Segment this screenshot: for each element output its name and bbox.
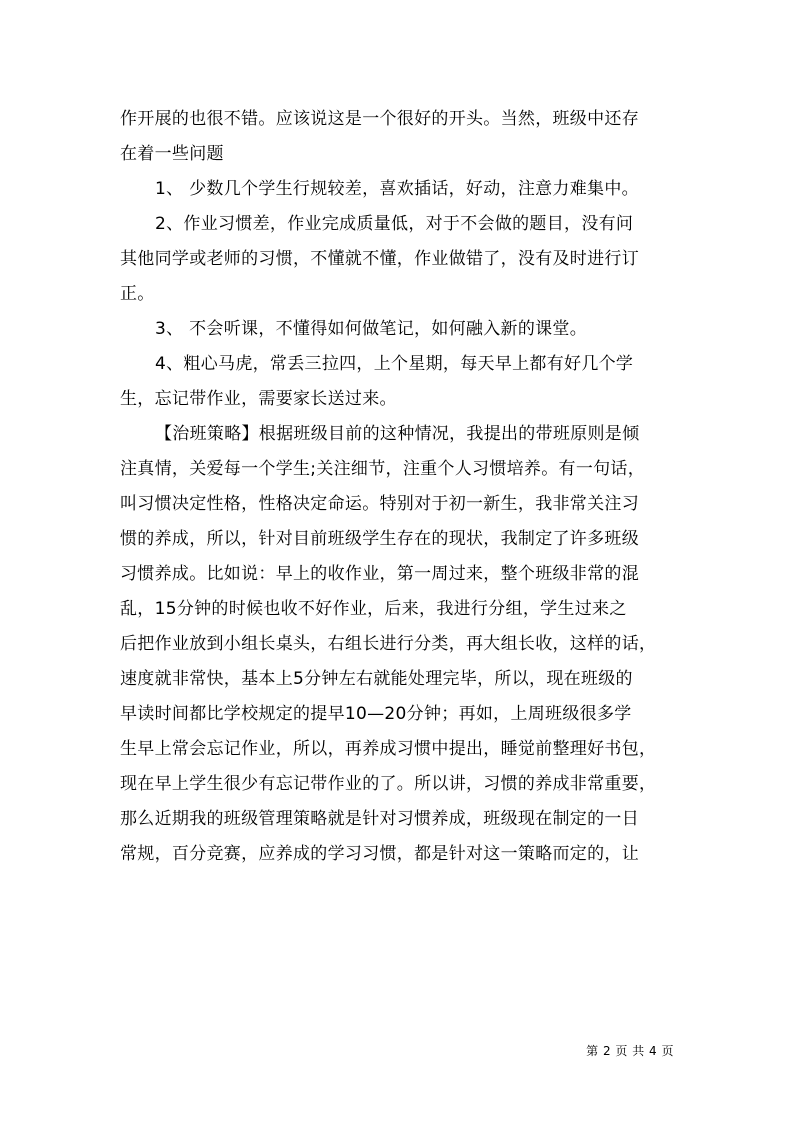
paragraph-line: 速度就非常快，基本上5分钟左右就能处理完毕，所以，现在班级的 [120,669,633,689]
paragraph-line: 生，忘记带作业，需要家长送过来。 [120,389,397,409]
paragraph-line: 2、作业习惯差，作业完成质量低，对于不会做的题目，没有问 [155,214,634,234]
paragraph-line: 1、 少数几个学生行规较差，喜欢插话，好动，注意力难集中。 [155,179,639,199]
paragraph-line: 作开展的也很不错。应该说这是一个很好的开头。当然，班级中还存 [120,109,639,129]
paragraph-line: 乱，15分钟的时候也收不好作业，后来，我进行分组，学生过来之 [120,599,627,619]
paragraph-line: 后把作业放到小组长桌头，右组长进行分类，再大组长收，这样的话， [120,634,657,654]
paragraph-line: 现在早上学生很少有忘记带作业的了。所以讲，习惯的养成非常重要， [120,774,657,794]
paragraph-line: 那么近期我的班级管理策略就是针对习惯养成，班级现在制定的一日 [120,809,639,829]
paragraph-line: 4、粗心马虎，常丢三拉四，上个星期，每天早上都有好几个学 [155,354,634,374]
paragraph-line: 习惯养成。比如说：早上的收作业，第一周过来，整个班级非常的混 [120,564,639,584]
document-body [120,102,678,872]
paragraph-line: 在着一些问题 [120,144,224,164]
paragraph-line: 3、 不会听课，不懂得如何做笔记，如何融入新的课堂。 [155,319,588,339]
paragraph-line: 注真情，关爱每一个学生;关注细节，注重个人习惯培养。有一句话， [120,459,646,479]
paragraph-line: 正。 [120,284,155,304]
paragraph-line: 惯的养成，所以，针对目前班级学生存在的现状，我制定了许多班级 [120,529,639,549]
paragraph-line: 其他同学或老师的习惯，不懂就不懂，作业做错了，没有及时进行订 [120,249,639,269]
paragraph-line: 早读时间都比学校规定的提早10—20分钟；再如，上周班级很多学 [120,704,632,724]
paragraph-line: 叫习惯决定性格，性格决定命运。特别对于初一新生，我非常关注习 [120,494,639,514]
page-footer: 第 2 页 共 4 页 [586,1044,674,1058]
paragraph-line: 生早上常会忘记作业，所以，再养成习惯中提出，睡觉前整理好书包， [120,739,657,759]
paragraph-line: 【治班策略】根据班级目前的这种情况，我提出的带班原则是倾 [155,424,640,444]
paragraph-line: 常规，百分竞赛，应养成的学习习惯，都是针对这一策略而定的，让 [120,844,639,864]
